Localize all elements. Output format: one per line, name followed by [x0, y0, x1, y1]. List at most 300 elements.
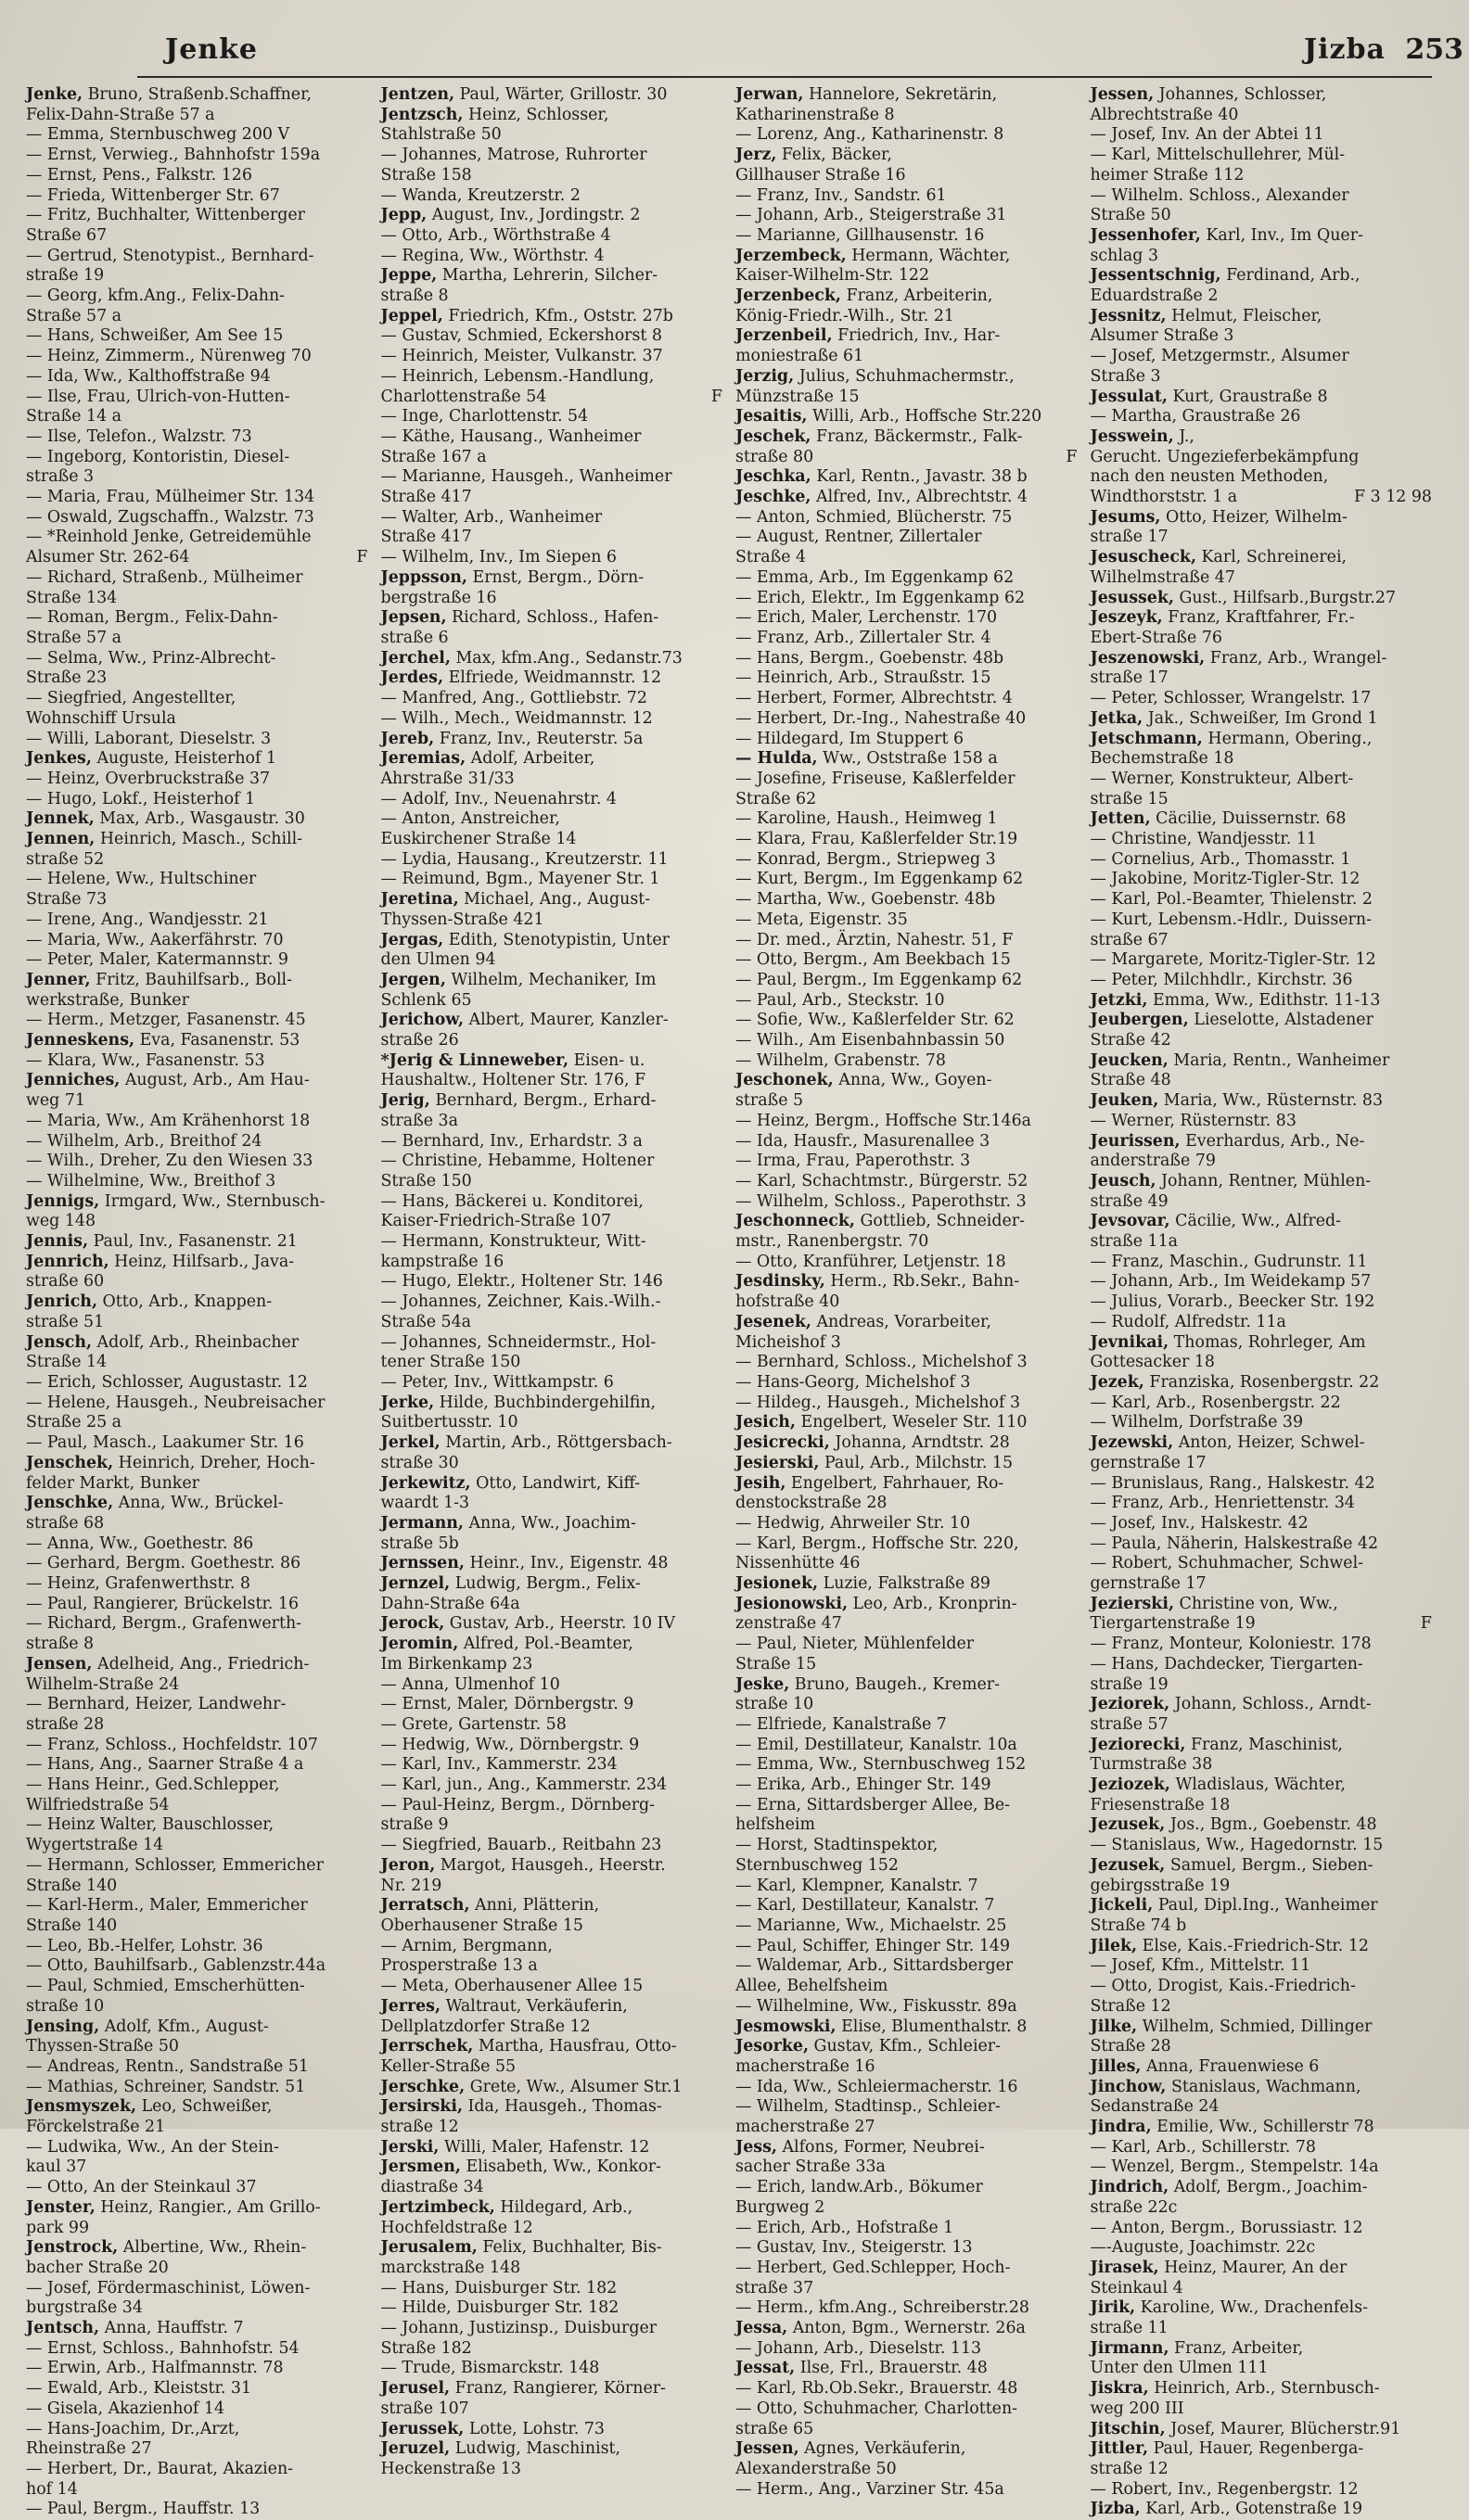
entry-text: Heinrich, Masch., Schill-: [99, 830, 303, 849]
directory-line: [1091, 709, 1433, 730]
directory-line: [1091, 1433, 1433, 1454]
entry-surname: Jergen,: [380, 970, 446, 989]
entry-surname: Jeske,: [735, 1674, 790, 1694]
entry-text: Samuel, Bergm., Sieben-: [1169, 1855, 1373, 1875]
entry-surname: Jerchel,: [380, 648, 451, 668]
entry-text: Schlenk 65: [380, 990, 472, 1010]
entry-text: Hochfeldstraße 12: [380, 2218, 533, 2237]
directory-line: [735, 1775, 1078, 1796]
entry-text: Ilse, Frl., Brauerstr. 48: [799, 2359, 988, 2378]
entry-text: — Christine, Wandjesstr. 11: [1090, 830, 1317, 849]
entry-text: Straße 23: [26, 668, 108, 688]
entry-text: Margot, Hausgeh., Heerstr.: [440, 1855, 666, 1875]
directory-line: [381, 206, 723, 226]
entry-text: Straße 140: [26, 1876, 118, 1895]
directory-line: [381, 2138, 723, 2158]
entry-text: Stahlstraße 50: [380, 125, 502, 145]
directory-line: [381, 1212, 723, 1232]
entry-surname: — Hulda,: [735, 749, 818, 769]
directory-line: [1091, 1815, 1433, 1836]
entry-text: Heinz, Maurer, An der: [1164, 2258, 1348, 2277]
entry-text: — Herm., Ang., Varziner Str. 45a: [735, 2479, 1004, 2499]
directory-line: [735, 407, 1078, 427]
directory-line: [1091, 1232, 1433, 1253]
entry-text: Johann, Rentner, Mühlen-: [1161, 1171, 1372, 1190]
directory-line: [381, 1232, 723, 1253]
directory-line: [381, 548, 723, 568]
entry-text: — Heinrich, Lebensm.-Handlung,: [380, 366, 655, 386]
directory-line: [26, 1353, 368, 1373]
entry-text: — Hedwig, Ahrweiler Str. 10: [735, 1513, 971, 1533]
directory-line: [26, 1736, 368, 1756]
directory-line: [381, 830, 723, 850]
entry-text: macherstraße 27: [735, 2118, 875, 2137]
entry-text: — Hans, Schweißer, Am See 15: [26, 326, 284, 346]
directory-line: [735, 1877, 1078, 1897]
entry-text: Straße 42: [1090, 1031, 1171, 1050]
entry-text: Straße 14 a: [26, 407, 122, 426]
directory-line: [1091, 1272, 1433, 1292]
entry-text: werkstraße, Bunker: [26, 990, 189, 1010]
entry-text: denstockstraße 28: [735, 1494, 888, 1513]
entry-text: J.,: [1179, 426, 1194, 446]
entry-surname: Jeurissen,: [1090, 1131, 1181, 1151]
entry-text: straße 107: [380, 2399, 469, 2418]
entry-text: — Otto, Bauhilfsarb., Gablenzstr.44a: [26, 1956, 326, 1976]
entry-text: Albrechtstraße 40: [1090, 105, 1239, 124]
entry-text: Alfred, Inv., Albrechtstr. 4: [816, 488, 1028, 507]
entry-text: Paul, Arb., Milchstr. 15: [824, 1453, 1014, 1472]
directory-line: [381, 326, 723, 347]
entry-text: Anna, Hauffstr. 7: [104, 2319, 244, 2338]
entry-text: — Hans, Duisburger Str. 182: [380, 2278, 618, 2297]
entry-text: Straße 3: [1090, 366, 1161, 386]
directory-line: [381, 1635, 723, 1655]
entry-text: Straße 48: [1090, 1071, 1171, 1090]
entry-text: Dahn-Straße 64a: [380, 1594, 520, 1613]
directory-line: [1091, 1011, 1433, 1031]
entry-text: — Irene, Ang., Wandjesstr. 21: [26, 910, 269, 929]
directory-line: [735, 1353, 1078, 1373]
entry-text: — *Reinhold Jenke, Getreidemühle: [26, 528, 312, 547]
directory-line: [26, 2198, 368, 2219]
directory-line: [735, 1011, 1078, 1031]
entry-text: — Andreas, Rentn., Sandstraße 51: [26, 2056, 309, 2076]
directory-line: [381, 668, 723, 689]
entry-text: waardt 1-3: [380, 1494, 470, 1513]
entry-text: straße 49: [1090, 1191, 1169, 1211]
directory-line: [1091, 1373, 1433, 1394]
directory-line: [735, 629, 1078, 649]
directory-line: [26, 186, 368, 207]
entry-text: — Martha, Graustraße 26: [1090, 407, 1301, 426]
directory-line: [26, 850, 368, 871]
directory-line: [26, 1655, 368, 1675]
entry-text: Johann, Schloss., Arndt-: [1174, 1695, 1372, 1714]
directory-line: [26, 508, 368, 528]
entry-text: Karl, Rentn., Javastr. 38 b: [816, 467, 1028, 487]
entry-text: felder Markt, Bunker: [26, 1473, 199, 1493]
directory-line: [1091, 1836, 1433, 1856]
entry-text: — Heinrich, Arb., Straußstr. 15: [735, 668, 991, 688]
entry-text: Maria, Ww., Rüsternstr. 83: [1163, 1091, 1384, 1111]
entry-text: straße 60: [26, 1272, 105, 1292]
directory-line: [381, 488, 723, 508]
directory-line: [1091, 1856, 1433, 1877]
directory-line: [735, 2420, 1078, 2440]
entry-surname: Jerzenbeil,: [735, 326, 833, 346]
directory-line: [381, 186, 723, 207]
directory-line: [381, 991, 723, 1012]
entry-text: — Franz, Monteur, Koloniestr. 178: [1090, 1635, 1372, 1654]
entry-text: — Karl, Pol.-Beamter, Thielenstr. 2: [1090, 890, 1373, 910]
entry-text: Franz, Inv., Reuterstr. 5a: [439, 729, 644, 748]
directory-line: [1091, 388, 1433, 408]
entry-text: — Hans, Bergm., Goebenstr. 48b: [735, 648, 1004, 668]
directory-line: [26, 1937, 368, 1957]
entry-surname: Jenkes,: [26, 749, 92, 769]
entry-surname: Jirik,: [1090, 2298, 1136, 2318]
entry-text: Heinr., Inv., Eigenstr. 48: [469, 1554, 669, 1573]
entry-surname: Jezusek,: [1090, 1815, 1166, 1835]
directory-line: [1091, 2037, 1433, 2057]
entry-text: Straße 150: [380, 1171, 472, 1190]
entry-text: straße 6: [380, 628, 449, 647]
directory-line: [26, 629, 368, 649]
directory-line: [381, 1413, 723, 1433]
entry-text: — Bernhard, Schloss., Michelshof 3: [735, 1353, 1028, 1372]
entry-text: Straße 57 a: [26, 628, 122, 647]
directory-line: [26, 1232, 368, 1253]
entry-text: Förckelstraße 21: [26, 2118, 166, 2137]
entry-surname: Jenschke,: [26, 1494, 114, 1513]
entry-text: — Wenzel, Bergm., Stempelstr. 14a: [1090, 2157, 1379, 2177]
directory-line: [1091, 1896, 1433, 1916]
entry-text: Straße 140: [26, 1915, 118, 1935]
entry-text: heimer Straße 112: [1090, 165, 1245, 185]
directory-line: [735, 2178, 1078, 2198]
directory-line: [26, 367, 368, 388]
entry-text: — Werner, Rüsternstr. 83: [1090, 1111, 1297, 1130]
entry-text: — Anna, Ww., Goethestr. 86: [26, 1534, 254, 1553]
directory-line: [381, 1956, 723, 1977]
directory-line: [26, 548, 368, 568]
entry-text: — Johann, Justizinsp., Duisburger: [380, 2319, 658, 2338]
directory-line: [26, 1394, 368, 1414]
entry-text: Hermann, Obering.,: [1207, 729, 1373, 748]
entry-surname: Jepp,: [380, 206, 428, 225]
entry-surname: Jerrschek,: [380, 2037, 474, 2056]
entry-text: — Franz, Inv., Sandstr. 61: [735, 185, 947, 205]
directory-line: [735, 749, 1078, 770]
directory-line: [1091, 668, 1433, 689]
directory-line: [1091, 2198, 1433, 2219]
entry-text: Otto, Arb., Knappen-: [102, 1292, 273, 1312]
directory-line: [735, 910, 1078, 931]
entry-text: Anton, Bgm., Wernerstr. 26a: [792, 2319, 1026, 2338]
entry-text: — Wanda, Kreutzerstr. 2: [380, 185, 581, 205]
entry-surname: Jerusalem,: [380, 2238, 478, 2258]
directory-line: [1091, 991, 1433, 1012]
entry-text: Katharinenstraße 8: [735, 105, 895, 124]
directory-line: [381, 2078, 723, 2098]
directory-line: [26, 931, 368, 951]
directory-line: [735, 1172, 1078, 1192]
directory-line: [1091, 770, 1433, 790]
directory-line: [1091, 2460, 1433, 2480]
directory-line: [1091, 467, 1433, 488]
entry-surname: Jeppel,: [380, 306, 443, 325]
directory-line: [26, 1172, 368, 1192]
entry-text: Leo, Arb., Kronprin-: [852, 1594, 1017, 1613]
directory-line: [735, 2238, 1078, 2259]
directory-line: [26, 1454, 368, 1474]
directory-line: [735, 166, 1078, 186]
entry-text: — Julius, Vorarb., Beecker Str. 192: [1090, 1292, 1375, 1312]
column-1: [26, 85, 368, 2520]
entry-text: — Wilhelm, Schloss., Paperothstr. 3: [735, 1191, 1027, 1211]
directory-line: [735, 1595, 1078, 1615]
entry-text: — Paul, Schmied, Emscherhütten-: [26, 1977, 305, 1996]
directory-line: [735, 1675, 1078, 1696]
directory-line: [381, 1896, 723, 1916]
entry-text: straße 52: [26, 849, 105, 869]
entry-text: — Hans Heinr., Ged.Schlepper,: [26, 1775, 280, 1795]
directory-line: [26, 528, 368, 548]
entry-text: Turmstraße 38: [1090, 1755, 1213, 1775]
entry-text: — Ida, Ww., Kalthoffstraße 94: [26, 366, 271, 386]
entry-text: — Manfred, Ang., Gottliebstr. 72: [380, 689, 647, 708]
entry-surname: Jirmann,: [1090, 2338, 1169, 2358]
entry-text: — Karl, Inv., Kammerstr. 234: [380, 1755, 618, 1775]
entry-text: — Robert, Inv., Regenbergstr. 12: [1090, 2479, 1359, 2499]
directory-line: [1091, 2178, 1433, 2198]
directory-line: [26, 1836, 368, 1856]
directory-line: [735, 2439, 1078, 2460]
directory-line: [26, 1977, 368, 1997]
directory-line: [381, 1736, 723, 1756]
directory-line: [735, 1253, 1078, 1273]
entry-text: — Otto, Schuhmacher, Charlotten-: [735, 2399, 1018, 2418]
entry-text: Engelbert, Fahrhauer, Ro-: [790, 1473, 1004, 1493]
entry-surname: Jenrich,: [26, 1292, 97, 1312]
directory-line: [26, 1775, 368, 1796]
directory-line: [1091, 1132, 1433, 1152]
directory-line: [1091, 2078, 1433, 2098]
directory-line: [381, 2359, 723, 2379]
entry-text: Kaiser-Friedrich-Straße 107: [380, 1212, 612, 1231]
column-2: [381, 85, 723, 2520]
entry-text: — Paul, Bergm., Hauffstr. 13: [26, 2500, 261, 2519]
entry-text: — Karl, Rb.Ob.Sekr., Brauerstr. 48: [735, 2379, 1018, 2399]
directory-line: [1091, 1253, 1433, 1273]
directory-line: [381, 649, 723, 669]
entry-text: Adolf, Arb., Rheinbacher: [96, 1332, 300, 1352]
entry-text: Johannes, Schlosser,: [1158, 85, 1327, 104]
entry-text: Alfred, Pol.-Beamter,: [463, 1635, 633, 1654]
entry-text: — Heinz, Bergm., Hoffsche Str.146a: [735, 1111, 1032, 1130]
directory-line: [26, 1635, 368, 1655]
entry-text: — Sofie, Ww., Kaßlerfelder Str. 62: [735, 1011, 1015, 1030]
entry-surname: Jetzki,: [1090, 990, 1148, 1010]
entry-surname: Jilles,: [1090, 2056, 1142, 2076]
entry-text: — Erika, Arb., Ehinger Str. 149: [735, 1775, 991, 1795]
directory-line: [26, 1755, 368, 1775]
entry-text: Alsumer Str. 262-64: [26, 548, 190, 567]
directory-line: [26, 2319, 368, 2339]
entry-text: Allee, Behelfsheim: [735, 1977, 888, 1996]
directory-line: [735, 548, 1078, 568]
entry-surname: Jeruzel,: [380, 2439, 451, 2459]
directory-line: [1091, 2379, 1433, 2399]
entry-text: — Emma, Arb., Im Eggenkamp 62: [735, 567, 1015, 587]
entry-surname: Jizba,: [1090, 2500, 1141, 2519]
directory-line: [1091, 689, 1433, 709]
entry-text: — Cornelius, Arb., Thomasstr. 1: [1090, 849, 1351, 869]
directory-line: [26, 106, 368, 126]
entry-text: Otto, Heizer, Wilhelm-: [1166, 507, 1348, 527]
directory-line: [26, 326, 368, 347]
entry-text: Luzie, Falkstraße 89: [823, 1574, 990, 1594]
entry-text: — Ilse, Telefon., Walzstr. 73: [26, 426, 252, 446]
directory-line: [381, 1373, 723, 1394]
entry-text: straße 10: [26, 1996, 105, 2016]
entry-text: Michael, Ang., August-: [464, 890, 651, 910]
directory-line: [381, 1313, 723, 1333]
entry-text: — Otto, Kranführer, Letjenstr. 18: [735, 1252, 1006, 1271]
entry-text: — Anna, Ulmenhof 10: [380, 1674, 560, 1694]
entry-text: Wilhelm, Schmied, Dillinger: [1142, 2017, 1373, 2036]
directory-line: [735, 2157, 1078, 2178]
entry-text: — Marianne, Hausgeh., Wanheimer: [380, 467, 672, 487]
directory-line: [26, 2017, 368, 2038]
entry-surname: Jennen,: [26, 830, 96, 849]
entry-text: Alfons, Former, Neubrei-: [782, 2137, 985, 2157]
entry-text: — Reimund, Bgm., Mayener Str. 1: [380, 870, 660, 889]
directory-line: [1091, 2279, 1433, 2299]
directory-line: [1091, 2238, 1433, 2259]
entry-surname: Jitschin,: [1090, 2419, 1166, 2438]
directory-line: [735, 2219, 1078, 2239]
entry-text: — Johannes, Schneidermstr., Hol-: [380, 1332, 657, 1352]
directory-line: [735, 2298, 1078, 2319]
entry-text: Martha, Lehrerin, Silcher-: [441, 266, 658, 286]
directory-line: [1091, 1534, 1433, 1555]
entry-text: Thyssen-Straße 421: [380, 910, 544, 929]
directory-line: [26, 1091, 368, 1112]
entry-text: — Roman, Bergm., Felix-Dahn-: [26, 608, 278, 628]
directory-line: [26, 1796, 368, 1816]
directory-line: [381, 1574, 723, 1595]
entry-text: — Emil, Destillateur, Kanalstr. 10a: [735, 1735, 1017, 1754]
entry-surname: Jessnitz,: [1090, 306, 1167, 325]
entry-text: Ernst, Bergm., Dörn-: [472, 567, 645, 587]
entry-text: — Otto, An der Steinkaul 37: [26, 2178, 257, 2197]
directory-line: [26, 467, 368, 488]
directory-line: [735, 1736, 1078, 1756]
entry-text: Karl, Schreinerei,: [1201, 548, 1348, 567]
directory-line: [735, 307, 1078, 327]
directory-line: [26, 1112, 368, 1132]
directory-line: [735, 589, 1078, 609]
directory-line: [735, 1614, 1078, 1635]
entry-text: straße 15: [1090, 789, 1169, 808]
directory-line: [1091, 1353, 1433, 1373]
entry-text: Willi, Arb., Hoffsche Str.220: [811, 407, 1042, 426]
entry-surname: Jesenek,: [735, 1312, 811, 1331]
directory-line: [735, 106, 1078, 126]
entry-text: — Johannes, Matrose, Ruhrorter: [380, 146, 647, 165]
directory-line: [381, 1614, 723, 1635]
entry-text: — Wilh., Am Eisenbahnbassin 50: [735, 1031, 1005, 1050]
directory-line: [26, 1212, 368, 1232]
entry-text: Heinz, Hilfsarb., Java-: [114, 1252, 295, 1271]
entry-text: gernstraße 17: [1090, 1453, 1207, 1472]
entry-surname: Jennrich,: [26, 1252, 109, 1271]
entry-text: —-Auguste, Joachimstr. 22c: [1090, 2238, 1316, 2258]
entry-text: — Heinrich, Meister, Vulkanstr. 37: [380, 347, 663, 366]
directory-line: [1091, 1655, 1433, 1675]
directory-line: [381, 106, 723, 126]
entry-text: burgstraße 34: [26, 2298, 143, 2318]
entry-text: Rheinstraße 27: [26, 2439, 152, 2459]
entry-text: Heinrich, Arb., Sternbusch-: [1154, 2379, 1380, 2399]
directory-line: [1091, 1614, 1433, 1635]
directory-line: [26, 608, 368, 629]
entry-text: Lieselotte, Alstadener: [1194, 1011, 1373, 1030]
entry-text: Gottlieb, Schneider-: [860, 1212, 1025, 1231]
entry-text: — Paul, Schiffer, Ehinger Str. 149: [735, 1936, 1011, 1955]
entry-text: Heinz, Schlosser,: [467, 105, 609, 124]
entry-surname: Jennis,: [26, 1232, 89, 1252]
entry-text: — Selma, Ww., Prinz-Albrecht-: [26, 648, 276, 668]
directory-line: [381, 709, 723, 730]
directory-line: [381, 1051, 723, 1072]
entry-surname: Jenster,: [26, 2197, 96, 2217]
directory-line: [1091, 890, 1433, 910]
directory-line: [735, 1937, 1078, 1957]
page-header: [137, 33, 1463, 78]
entry-text: — Wilhelmine, Ww., Fiskusstr. 89a: [735, 1996, 1017, 2016]
directory-line: [26, 247, 368, 267]
entry-text: — Trude, Bismarckstr. 148: [380, 2359, 600, 2378]
entry-text: — Paul, Bergm., Im Eggenkamp 62: [735, 970, 1023, 989]
directory-line: [1091, 589, 1433, 609]
entry-text: Franz, Maschinist,: [1190, 1735, 1343, 1754]
directory-line: [1091, 548, 1433, 568]
entry-text: — Hans-Joachim, Dr.,Arzt,: [26, 2419, 240, 2438]
directory-line: [26, 1815, 368, 1836]
entry-text: park 99: [26, 2218, 90, 2237]
entry-text: Lotte, Lohstr. 73: [468, 2419, 605, 2438]
directory-line: [735, 950, 1078, 971]
entry-text: — Wilhelm, Grabenstr. 78: [735, 1050, 946, 1070]
entry-text: Straße 134: [26, 588, 118, 607]
directory-line: [735, 2057, 1078, 2078]
entry-surname: Jerzenbeck,: [735, 286, 841, 306]
directory-line: [735, 85, 1078, 106]
entry-text: Kurt, Graustraße 8: [1172, 387, 1328, 406]
entry-text: Hildegard, Arb.,: [500, 2197, 633, 2217]
directory-line: [26, 388, 368, 408]
entry-text: Straße 50: [1090, 206, 1171, 225]
directory-line: [26, 1433, 368, 1454]
directory-line: [1091, 2298, 1433, 2319]
entry-text: — Waldemar, Arb., Sittardsberger: [735, 1956, 1014, 1976]
directory-line: [735, 186, 1078, 207]
directory-line: [381, 2439, 723, 2460]
directory-line: [381, 2198, 723, 2219]
